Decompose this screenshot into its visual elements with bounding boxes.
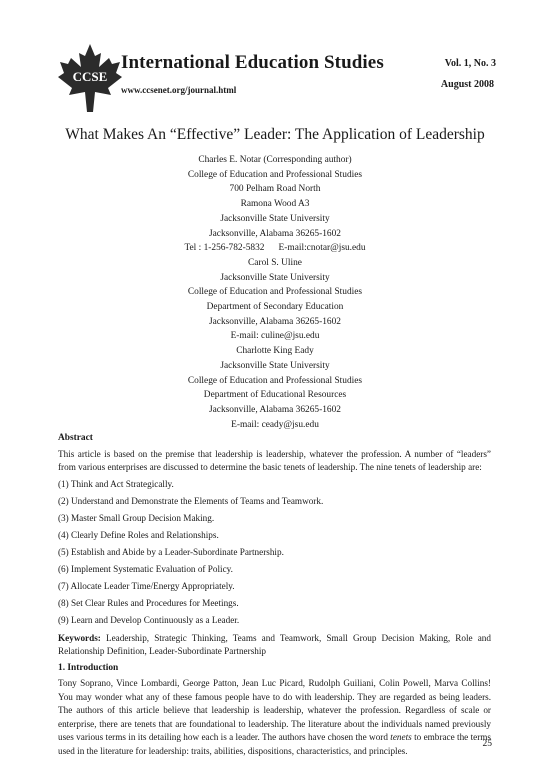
author-line: College of Education and Professional Studies — [187, 169, 363, 180]
list-item: (2) Understand and Demonstrate the Elements of Teams and Teamwork. — [58, 496, 324, 506]
introduction-text — [58, 677, 491, 758]
author-line: College of Education and Professional Studies — [187, 287, 363, 298]
list-item: (5) Establish and Abide by a Leader-Subordinate Partnership. — [58, 547, 284, 557]
author-line: Jacksonville, Alabama 36265-1602 — [208, 316, 341, 327]
author-line: Charles E. Notar (Corresponding author) — [198, 155, 352, 165]
author-line: Ramona Wood A3 — [240, 199, 310, 210]
author-line: Jacksonville State University — [220, 272, 330, 283]
logo-text: CCSE — [72, 69, 108, 84]
author-line: Carol S. Uline — [248, 257, 302, 268]
tenets-list — [58, 478, 491, 628]
list-item: (3) Master Small Group Decision Making. — [58, 513, 215, 523]
abstract-text: This article is based on the premise that leadership is leadership, whatever the profession. A number of “leaders” from various enterprises are discussed to determine the basic tenets of leadership. The nine tenets of leadership are: — [58, 448, 491, 472]
article-title: What Makes An “Effective” Leader: The Application of Leadership — [65, 126, 485, 143]
introduction-text-end: to embrace the terms used in the literature for leadership: traits, abilities, dispositions, characteristics, and principles. — [58, 732, 491, 756]
introduction-heading: 1. Introduction — [58, 662, 119, 673]
author-email-line: E-mail: ceady@jsu.edu — [231, 419, 319, 430]
author-email-line: E-mail: culine@jsu.edu — [230, 331, 320, 342]
list-item: (9) Learn and Develop Continuously as a Leader. — [58, 615, 240, 625]
page-number: 25 — [482, 739, 492, 749]
author-line: Jacksonville, Alabama 36265-1602 — [208, 228, 341, 239]
author-line: College of Education and Professional Studies — [187, 375, 363, 386]
list-item: (7) Allocate Leader Time/Energy Appropriately. — [58, 581, 235, 591]
author-contact-line: Tel : 1-256-782-5832 E-mail:cnotar@jsu.edu — [184, 243, 366, 254]
list-item: (1) Think and Act Strategically. — [58, 479, 174, 489]
list-item: (8) Set Clear Rules and Procedures for Meetings. — [58, 598, 239, 608]
author-line: Jacksonville State University — [220, 213, 330, 224]
author-affiliations — [0, 153, 550, 432]
list-item: (4) Clearly Define Roles and Relationships. — [58, 530, 219, 540]
keywords-text: Leadership, Strategic Thinking, Teams and Teamwork, Small Group Decision Making, Role and Relationship Definition, Leader-Subordinate Partnership — [58, 632, 491, 656]
article-body — [58, 432, 491, 758]
ccse-maple-leaf-logo — [57, 43, 123, 113]
journal-title: International Education Studies — [121, 52, 384, 73]
list-item: (6) Implement Systematic Evaluation of Policy. — [58, 564, 233, 574]
abstract-heading: Abstract — [58, 433, 93, 443]
author-line: Charlotte King Eady — [236, 346, 314, 357]
keywords-label: Keywords: — [58, 632, 101, 643]
introduction-text-start: Tony Soprano, Vince Lombardi, George Patton, Jean Luc Picard, Rudolph Guiliani, Colin Powell, Marva Collins! You may wonder what any of these famous people have to do with leadership. They are regarded as being leaders. The authors of this article believe that leadership is leadership, whatever the profession. Regardless of scale or enterprise, there are tenets that are foundational to leadership. The literature about the individuals named previously uses various terms in its detailing how each is a leader. The authors have chosen the word — [58, 678, 491, 742]
volume-number: Vol. 1, No. 3 — [444, 58, 496, 69]
keywords — [58, 632, 491, 659]
author-line: Jacksonville, Alabama 36265-1602 — [208, 404, 341, 415]
issue-date: August 2008 — [440, 79, 494, 90]
author-line: Department of Secondary Education — [206, 302, 344, 313]
author-line: Department of Educational Resources — [203, 390, 347, 401]
author-line: 700 Pelham Road North — [229, 184, 321, 195]
journal-url[interactable]: www.ccsenet.org/journal.html — [121, 85, 237, 95]
author-line: Jacksonville State University — [220, 360, 330, 371]
introduction-italic-word: tenets — [390, 732, 412, 742]
